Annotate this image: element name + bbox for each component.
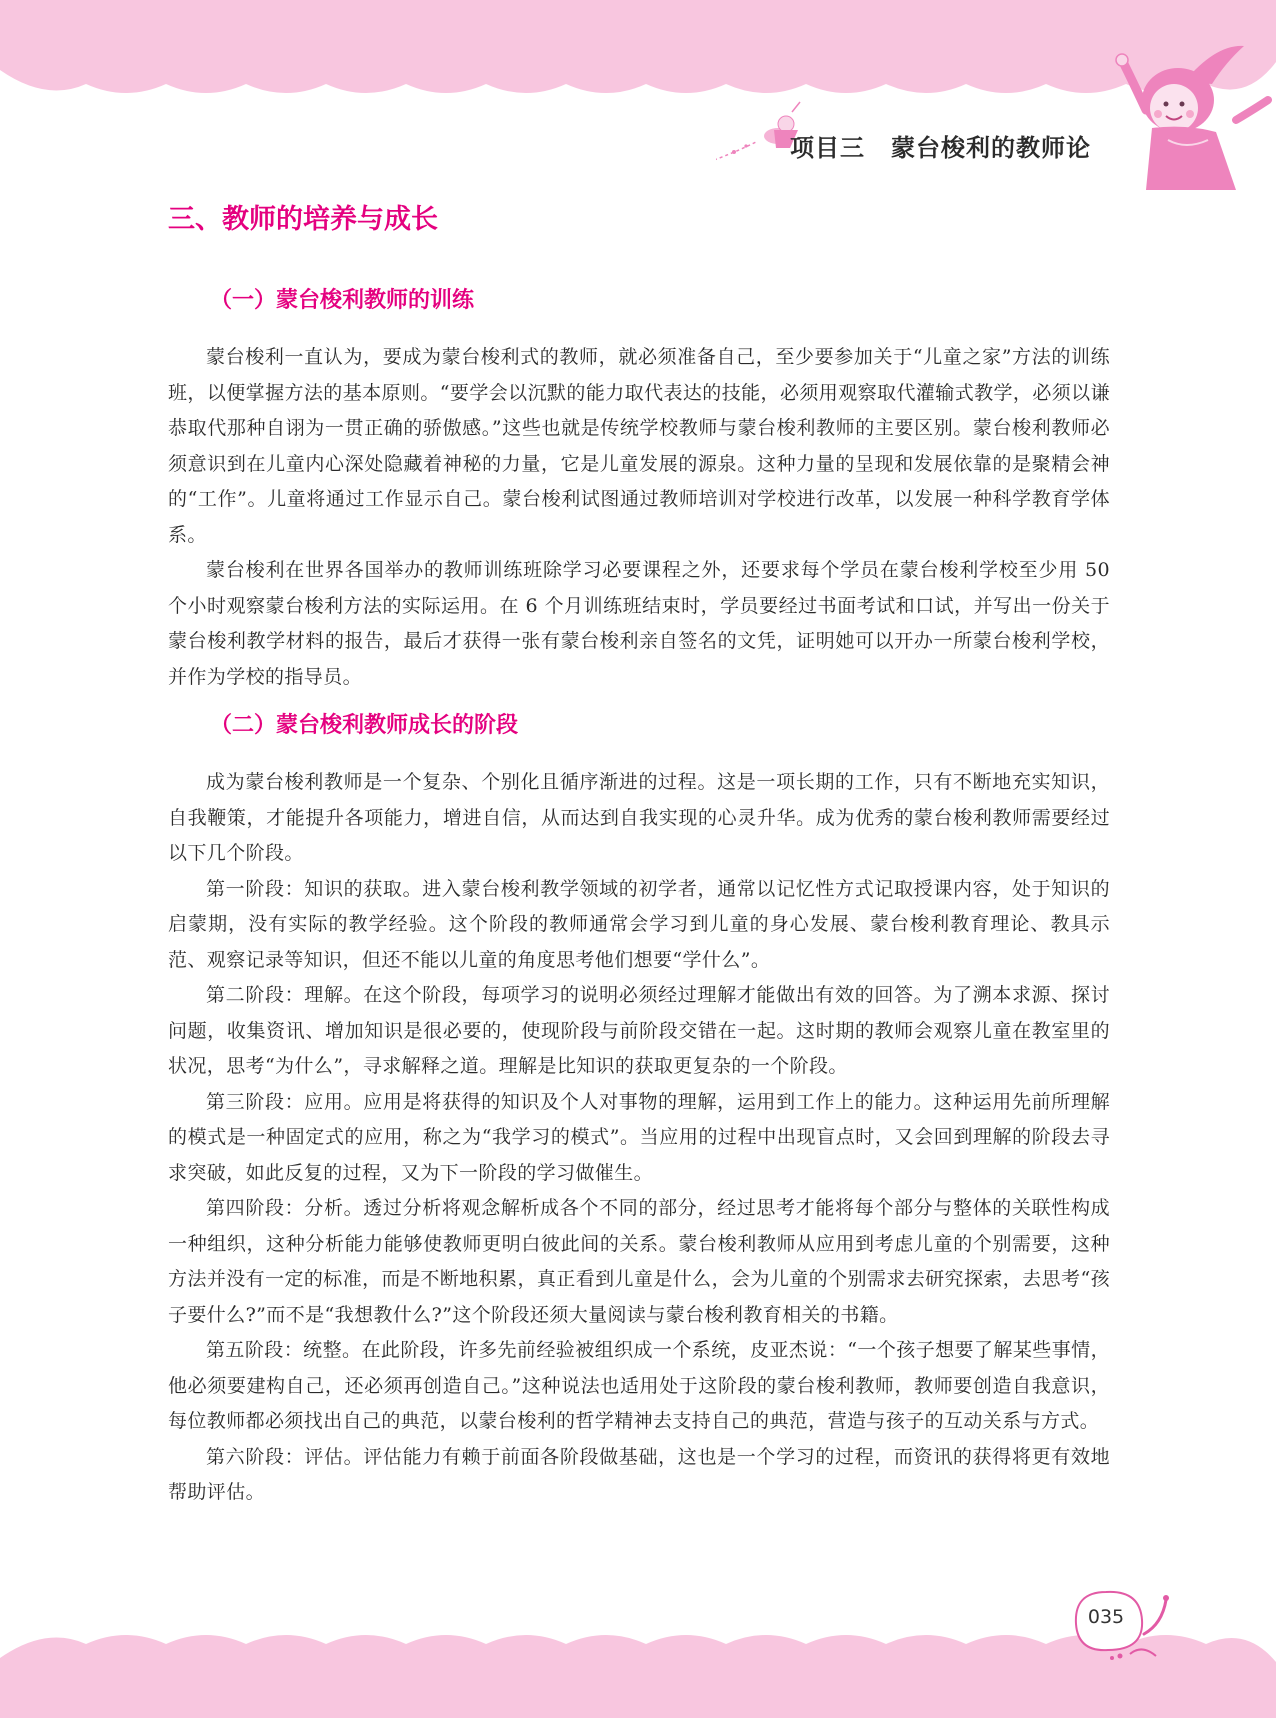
small-fairy-icon xyxy=(716,102,800,160)
page-number-badge xyxy=(1070,1584,1180,1664)
paragraph: 蒙台梭利在世界各国举办的教师训练班除学习必要课程之外，还要求每个学员在蒙台梭利学校至少用 50 个小时观察蒙台梭利方法的实际运用。在 6 个月训练班结束时，学员要经过书面考试和口试，并写出一份关于蒙台梭利教学材料的报告，最后才获得一张有蒙台梭利亲自签名的文凭，证明她可以开办一所蒙台梭利学校，并作为学校的指导员。 xyxy=(168,559,1110,688)
paragraph: 第六阶段：评估。评估能力有赖于前面各阶段做基础，这也是一个学习的过程，而资讯的获得将更有效地帮助评估。 xyxy=(168,1445,1110,1503)
paragraph: 第四阶段：分析。透过分析将观念解析成各个不同的部分，经过思考才能将每个部分与整体的关联性构成一种组织，这种分析能力能够使教师更明白彼此间的关系。蒙台梭利教师从应用到考虑儿童的个别需要，这种方法并没有一定的标准，而是不断地积累，真正看到儿童是什么，会为儿童的个别需求去研究探索，去思考“孩子要什么?”而不是“我想教什么?”这个阶段还须大量阅读与蒙台梭利教育相关的书籍。 xyxy=(168,1197,1110,1326)
paragraph: 第三阶段：应用。应用是将获得的知识及个人对事物的理解，运用到工作上的能力。这种运用先前所理解的模式是一种固定式的应用，称之为“我学习的模式”。当应用的过程中出现盲点时，又会回到理解的阶段去寻求突破，如此反复的过程，又为下一阶段的学习做催生。 xyxy=(168,1090,1110,1184)
header-illustration xyxy=(716,40,1276,190)
paragraph: 第五阶段：统整。在此阶段，许多先前经验被组织成一个系统，皮亚杰说：“一个孩子想要了解某些事情，他必须要建构自己，还必须再创造自己。”这种说法也适用处于这阶段的蒙台梭利教师，教师要创造自我意识，每位教师都必须找出自己的典范，以蒙台梭利的哲学精神去支持自己的典范，营造与孩子的互动关系与方式。 xyxy=(168,1339,1110,1432)
fairy-girl-icon xyxy=(1116,46,1268,190)
paragraph: 第二阶段：理解。在这个阶段，每项学习的说明必须经过理解才能做出有效的回答。为了溯本求源、探讨问题，收集资讯、增加知识是很必要的，使现阶段与前阶段交错在一起。这时期的教师会观察儿童在教室里的状况，思考“为什么”，寻求解释之道。理解是比知识的获取更复杂的一个阶段。 xyxy=(168,984,1110,1077)
page-number: 035 xyxy=(1087,1606,1125,1628)
subsection-title-growth-stages: （二）蒙台梭利教师成长的阶段 xyxy=(210,713,519,738)
paragraph: 蒙台梭利一直认为，要成为蒙台梭利式的教师，就必须准备自己，至少要参加关于“儿童之家”方法的训练班，以便掌握方法的基本原则。“要学会以沉默的能力取代表达的技能，必须用观察取代灌输式教学，必须以谦恭取代那种自诩为一贯正确的骄傲感。”这些也就是传统学校教师与蒙台梭利教师的主要区别。蒙台梭利教师必须意识到在儿童内心深处隐藏着神秘的力量，它是儿童发展的源泉。这种力量的呈现和发展依靠的是聚精会神的“工作”。儿童将通过工作显示自己。蒙台梭利试图通过教师培训对学校进行改革，以发展一种科学教育学体系。 xyxy=(168,346,1110,546)
subsection-title-training: （一）蒙台梭利教师的训练 xyxy=(210,288,475,313)
page-content xyxy=(168,200,1110,1511)
paragraph: 第一阶段：知识的获取。进入蒙台梭利教学领域的初学者，通常以记忆性方式记取授课内容，处于知识的启蒙期，没有实际的教学经验。这个阶段的教师通常会学习到儿童的身心发展、蒙台梭利教育理论、教具示范、观察记录等知识，但还不能以儿童的角度思考他们想要“学什么”。 xyxy=(168,877,1110,971)
paragraph: 成为蒙台梭利教师是一个复杂、个别化且循序渐进的过程。这是一项长期的工作，只有不断地充实知识，自我鞭策，才能提升各项能力，增进自信，从而达到自我实现的心灵升华。成为优秀的蒙台梭利教师需要经过以下几个阶段。 xyxy=(168,771,1110,864)
chapter-title: 蒙台梭利的教师论 xyxy=(891,134,1091,162)
running-header xyxy=(790,128,1091,163)
project-label: 项目三 xyxy=(790,134,865,162)
section-title: 三、教师的培养与成长 xyxy=(168,204,438,235)
